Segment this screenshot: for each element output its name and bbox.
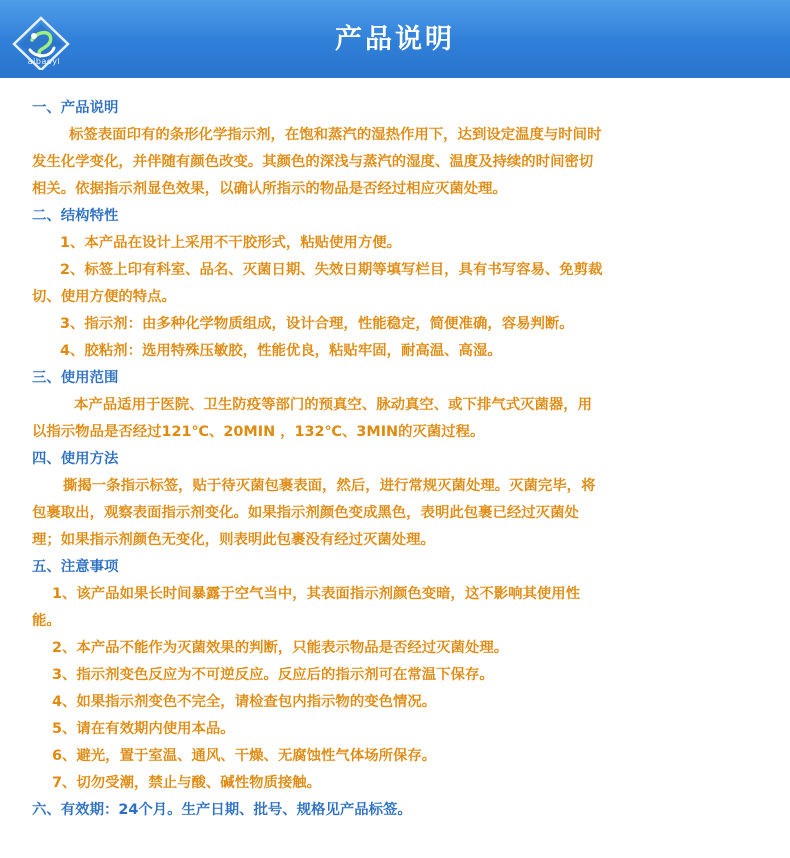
section-heading: 五、注意事项 [32, 559, 119, 575]
list-item: 1、本产品在设计上采用不干胶形式，粘贴使用方便。 [60, 235, 401, 251]
list-item: 6、避光，置于室温、通风、干燥、无腐蚀性气体场所保存。 [52, 748, 437, 764]
list-item: 1、该产品如果长时间暴露于空气当中，其表面指示剂颜色变暗，这不影响其使用性 [52, 586, 581, 602]
section-heading: 三、使用范围 [32, 370, 119, 386]
paragraph-line: 撕揭一条指示标签，贴于待灭菌包裹表面，然后，进行常规灭菌处理。灭菌完毕，将 [63, 478, 596, 494]
paragraph-line: 本产品适用于医院、卫生防疫等部门的预真空、脉动真空、或下排气式灭菌器，用 [74, 397, 593, 413]
page-title: 产品说明 [335, 24, 455, 55]
section-heading: 四、使用方法 [32, 451, 119, 467]
paragraph-line: 以指示物品是否经过121℃、20MIN ，132℃、3MIN的灭菌过程。 [32, 424, 485, 440]
list-item: 7、切勿受潮，禁止与酸、碱性物质接触。 [52, 775, 322, 791]
header-banner [0, 0, 790, 78]
section-heading: 一、产品说明 [32, 100, 119, 116]
paragraph-line: 相关。依据指示剂显色效果，以确认所指示的物品是否经过相应灭菌处理。 [32, 181, 507, 197]
brand-logo-text: aibaoyl [27, 57, 61, 66]
list-item: 5、请在有效期内使用本品。 [52, 721, 235, 737]
list-item: 2、标签上印有科室、品名、灭菌日期、失效日期等填写栏目，具有书写容易、免剪裁 [60, 262, 603, 278]
section-heading: 六、有效期：24个月。生产日期、批号、规格见产品标签。 [32, 802, 412, 818]
instructions-document [32, 95, 762, 824]
paragraph-line: 发生化学变化，并伴随有颜色改变。其颜色的深浅与蒸汽的湿度、温度及持续的时间密切 [32, 154, 594, 170]
list-item: 2、本产品不能作为灭菌效果的判断，只能表示物品是否经过灭菌处理。 [52, 640, 509, 656]
list-item: 4、如果指示剂变色不完全，请检查包内指示物的变色情况。 [52, 694, 437, 710]
paragraph-line: 标签表面印有的条形化学指示剂，在饱和蒸汽的湿热作用下，达到设定温度与时间时 [69, 127, 602, 143]
paragraph-line: 理；如果指示剂颜色无变化，则表明此包裹没有经过灭菌处理。 [32, 532, 435, 548]
list-item: 4、胶粘剂：选用特殊压敏胶，性能优良，粘贴牢固，耐高温、高湿。 [60, 343, 502, 359]
list-item-continuation: 能。 [32, 613, 61, 629]
list-item: 3、指示剂变色反应为不可逆反应。反应后的指示剂可在常温下保存。 [52, 667, 494, 683]
section-heading: 二、结构特性 [32, 208, 119, 224]
paragraph-line: 包裹取出，观察表面指示剂变化。如果指示剂颜色变成黑色，表明此包裹已经过灭菌处 [32, 505, 579, 521]
list-item: 3、指示剂：由多种化学物质组成，设计合理，性能稳定，简便准确，容易判断。 [60, 316, 574, 332]
list-item-continuation: 切、使用方便的特点。 [32, 289, 176, 305]
